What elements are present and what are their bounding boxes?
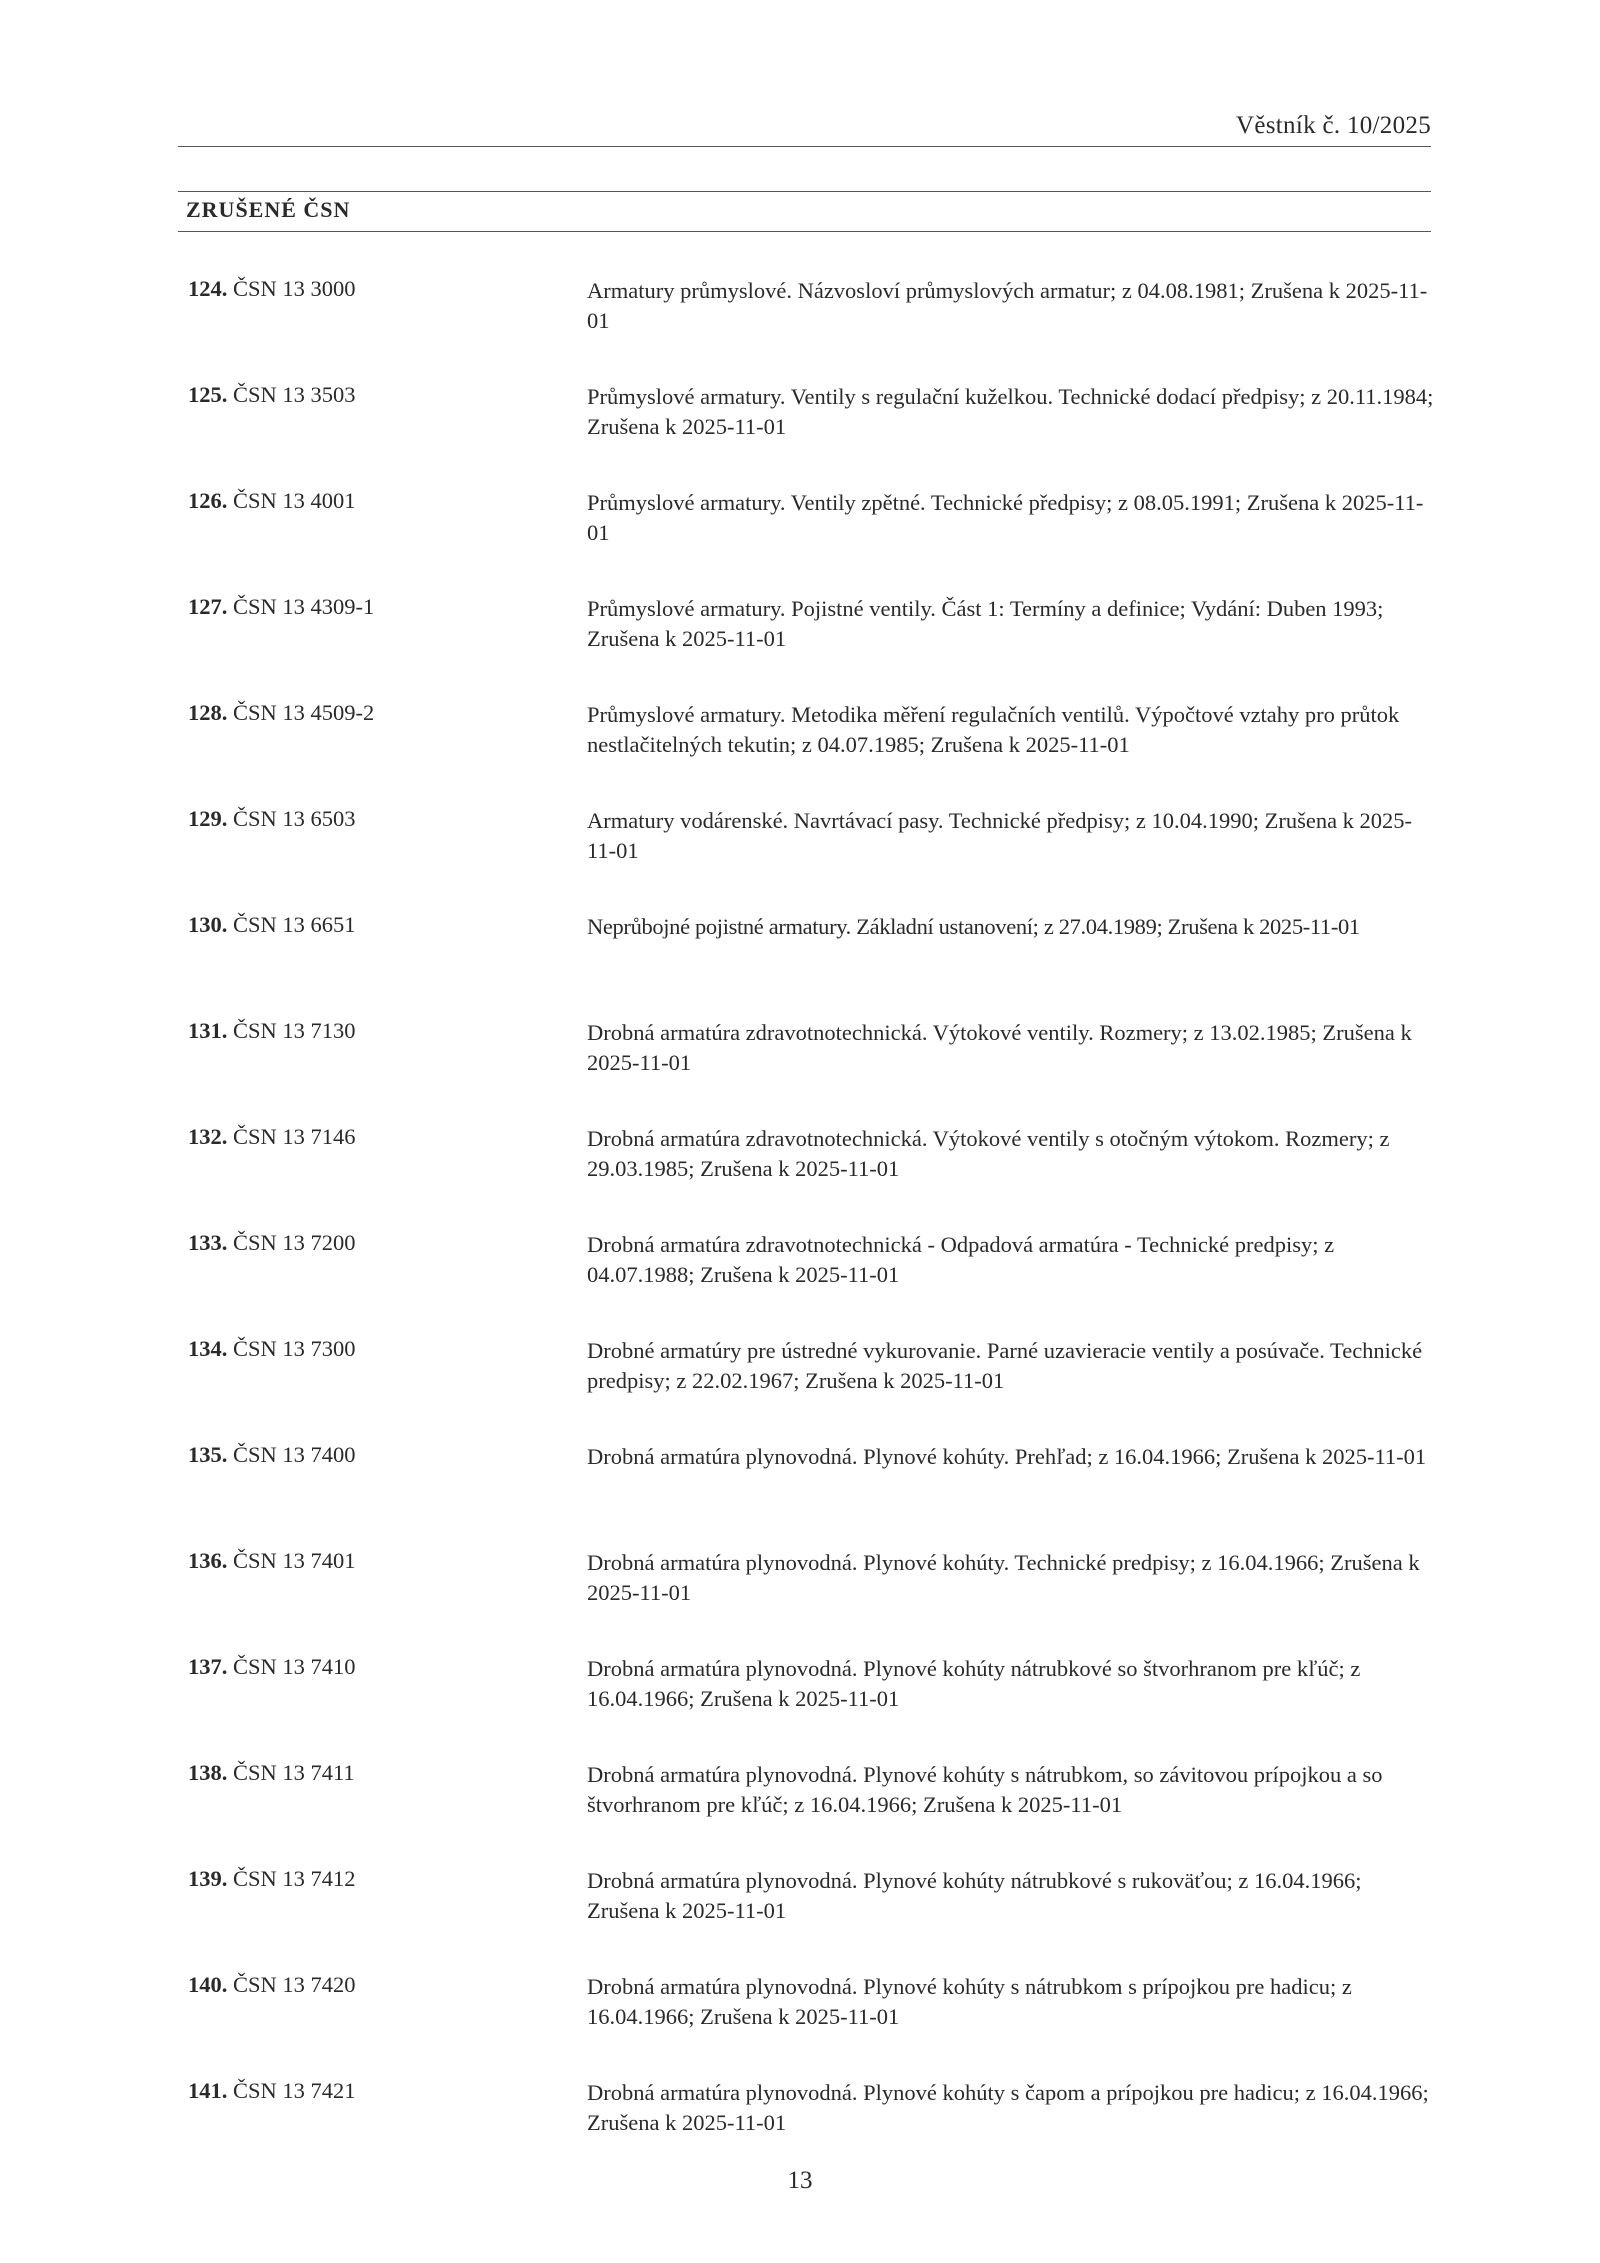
list-item — [188, 1230, 1438, 1336]
standard-description: Drobná armatúra zdravotnotechnická. Výtokové ventily s otočným výtokom. Rozmery; z 29.03.1985; Zrušena k 2025-11-01 — [587, 1126, 1390, 1181]
entry-number: 131. — [188, 1018, 228, 1043]
standard-designation: ČSN 13 7410 — [233, 1654, 356, 1679]
standard-code — [188, 1972, 356, 1998]
standard-designation: ČSN 13 4309-1 — [233, 594, 375, 619]
standard-designation: ČSN 13 7411 — [233, 1760, 355, 1785]
list-item — [188, 1336, 1438, 1442]
standard-designation: ČSN 13 7400 — [233, 1442, 356, 1467]
list-item — [188, 1654, 1438, 1760]
standard-designation: ČSN 13 7421 — [233, 2078, 356, 2103]
list-item — [188, 382, 1438, 488]
standard-description: Armatury průmyslové. Názvosloví průmyslových armatur; z 04.08.1981; Zrušena k 2025-11-01 — [587, 278, 1428, 333]
entry-number: 141. — [188, 2078, 228, 2103]
standard-designation: ČSN 13 4509-2 — [233, 700, 375, 725]
standard-description: Průmyslové armatury. Metodika měření regulačních ventilů. Výpočtové vztahy pro průtok nestlačitelných tekutin; z 04.07.1985; Zrušena k 2025-11-01 — [587, 702, 1400, 757]
standard-description: Drobná armatúra zdravotnotechnická - Odpadová armatúra - Technické predpisy; z 04.07.1988; Zrušena k 2025-11-01 — [587, 1232, 1335, 1287]
entry-number: 129. — [188, 806, 228, 831]
standard-description: Drobná armatúra plynovodná. Plynové kohúty nátrubkové s rukoväťou; z 16.04.1966; Zrušena k 2025-11-01 — [587, 1868, 1362, 1923]
standard-designation: ČSN 13 7130 — [233, 1018, 356, 1043]
standard-code — [188, 806, 356, 832]
standard-designation: ČSN 13 7420 — [233, 1972, 356, 1997]
entry-number: 128. — [188, 700, 228, 725]
list-item — [188, 700, 1438, 806]
entry-number: 135. — [188, 1442, 228, 1467]
entry-number: 134. — [188, 1336, 228, 1361]
standard-description: Drobná armatúra plynovodná. Plynové kohúty. Technické predpisy; z 16.04.1966; Zrušena k 2025-11-01 — [587, 1550, 1420, 1605]
standard-designation: ČSN 13 3000 — [233, 276, 356, 301]
standard-description: Průmyslové armatury. Ventily s regulační kuželkou. Technické dodací předpisy; z 20.11.1984; Zrušena k 2025-11-01 — [587, 384, 1434, 439]
entry-number: 136. — [188, 1548, 228, 1573]
standard-description: Drobná armatúra plynovodná. Plynové kohúty s nátrubkom s prípojkou pre hadicu; z 16.04.1966; Zrušena k 2025-11-01 — [587, 1974, 1352, 2029]
list-item — [188, 1124, 1438, 1230]
list-item — [188, 1442, 1438, 1548]
entry-number: 139. — [188, 1866, 228, 1891]
standard-designation: ČSN 13 7300 — [233, 1336, 356, 1361]
entry-number: 140. — [188, 1972, 228, 1997]
entry-number: 138. — [188, 1760, 228, 1785]
standard-code — [188, 1760, 355, 1786]
standard-designation: ČSN 13 6503 — [233, 806, 356, 831]
standard-designation: ČSN 13 7200 — [233, 1230, 356, 1255]
list-item — [188, 1972, 1438, 2078]
standard-code — [188, 1866, 356, 1892]
list-item — [188, 1548, 1438, 1654]
list-item — [188, 594, 1438, 700]
list-item — [188, 1866, 1438, 1972]
standard-description: Drobná armatúra plynovodná. Plynové kohúty nátrubkové so štvorhranom pre kľúč; z 16.04.1966; Zrušena k 2025-11-01 — [587, 1656, 1361, 1711]
journal-header-title: Věstník č. 10/2025 — [1236, 112, 1431, 139]
standard-designation: ČSN 13 7401 — [233, 1548, 356, 1573]
entry-number: 124. — [188, 276, 228, 301]
standard-code — [188, 700, 374, 726]
entry-number: 132. — [188, 1124, 228, 1149]
list-item — [188, 1760, 1438, 1866]
list-item — [188, 276, 1438, 382]
standard-code — [188, 2078, 356, 2104]
section-title: ZRUŠENÉ ČSN — [186, 197, 351, 222]
section-bottom-divider — [178, 231, 1431, 232]
standard-designation: ČSN 13 6651 — [233, 912, 356, 937]
list-item — [188, 1018, 1438, 1124]
standard-code — [188, 594, 374, 620]
standard-designation: ČSN 13 7412 — [233, 1866, 356, 1891]
standard-designation: ČSN 13 3503 — [233, 382, 356, 407]
standard-code — [188, 1442, 356, 1468]
standard-description: Drobná armatúra plynovodná. Plynové kohúty s nátrubkom, so závitovou prípojkou a so štvorhranom pre kľúč; z 16.04.1966; Zrušena k 2025-11-01 — [587, 1762, 1383, 1817]
standard-description: Drobná armatúra zdravotnotechnická. Výtokové ventily. Rozmery; z 13.02.1985; Zrušena k 2025-11-01 — [587, 1020, 1412, 1075]
entry-number: 127. — [188, 594, 228, 619]
entry-number: 126. — [188, 488, 228, 513]
standard-description: Neprůbojné pojistné armatury. Základní ustanovení; z 27.04.1989; Zrušena k 2025-11-01 — [587, 914, 1360, 939]
header-divider — [178, 146, 1431, 147]
standard-code — [188, 1018, 356, 1044]
standard-code — [188, 1548, 356, 1574]
entry-number: 125. — [188, 382, 228, 407]
standard-code — [188, 912, 356, 938]
standard-description: Průmyslové armatury. Pojistné ventily. Část 1: Termíny a definice; Vydání: Duben 1993; Zrušena k 2025-11-01 — [587, 596, 1384, 651]
standard-designation: ČSN 13 4001 — [233, 488, 356, 513]
standard-description: Průmyslové armatury. Ventily zpětné. Technické předpisy; z 08.05.1991; Zrušena k 2025-11-01 — [587, 490, 1424, 545]
withdrawn-standards-list — [188, 276, 1438, 2184]
section-top-divider — [178, 191, 1431, 192]
entry-number: 130. — [188, 912, 228, 937]
entry-number: 137. — [188, 1654, 228, 1679]
list-item — [188, 912, 1438, 1018]
standard-code — [188, 488, 356, 514]
list-item — [188, 806, 1438, 912]
standard-code — [188, 276, 356, 302]
standard-code — [188, 1336, 356, 1362]
list-item — [188, 488, 1438, 594]
standard-code — [188, 1654, 356, 1680]
standard-code — [188, 382, 356, 408]
page-number: 13 — [787, 2167, 813, 2194]
standard-designation: ČSN 13 7146 — [233, 1124, 356, 1149]
standard-description: Drobná armatúra plynovodná. Plynové kohúty s čapom a prípojkou pre hadicu; z 16.04.1966; Zrušena k 2025-11-01 — [587, 2080, 1429, 2135]
standard-description: Drobné armatúry pre ústredné vykurovanie. Parné uzavieracie ventily a posúvače. Technické predpisy; z 22.02.1967; Zrušena k 2025-11-01 — [587, 1338, 1423, 1393]
standard-code — [188, 1230, 356, 1256]
standard-code — [188, 1124, 356, 1150]
entry-number: 133. — [188, 1230, 228, 1255]
standard-description: Drobná armatúra plynovodná. Plynové kohúty. Prehľad; z 16.04.1966; Zrušena k 2025-11-01 — [587, 1444, 1427, 1469]
standard-description: Armatury vodárenské. Navrtávací pasy. Technické předpisy; z 10.04.1990; Zrušena k 2025-11-01 — [587, 808, 1413, 863]
